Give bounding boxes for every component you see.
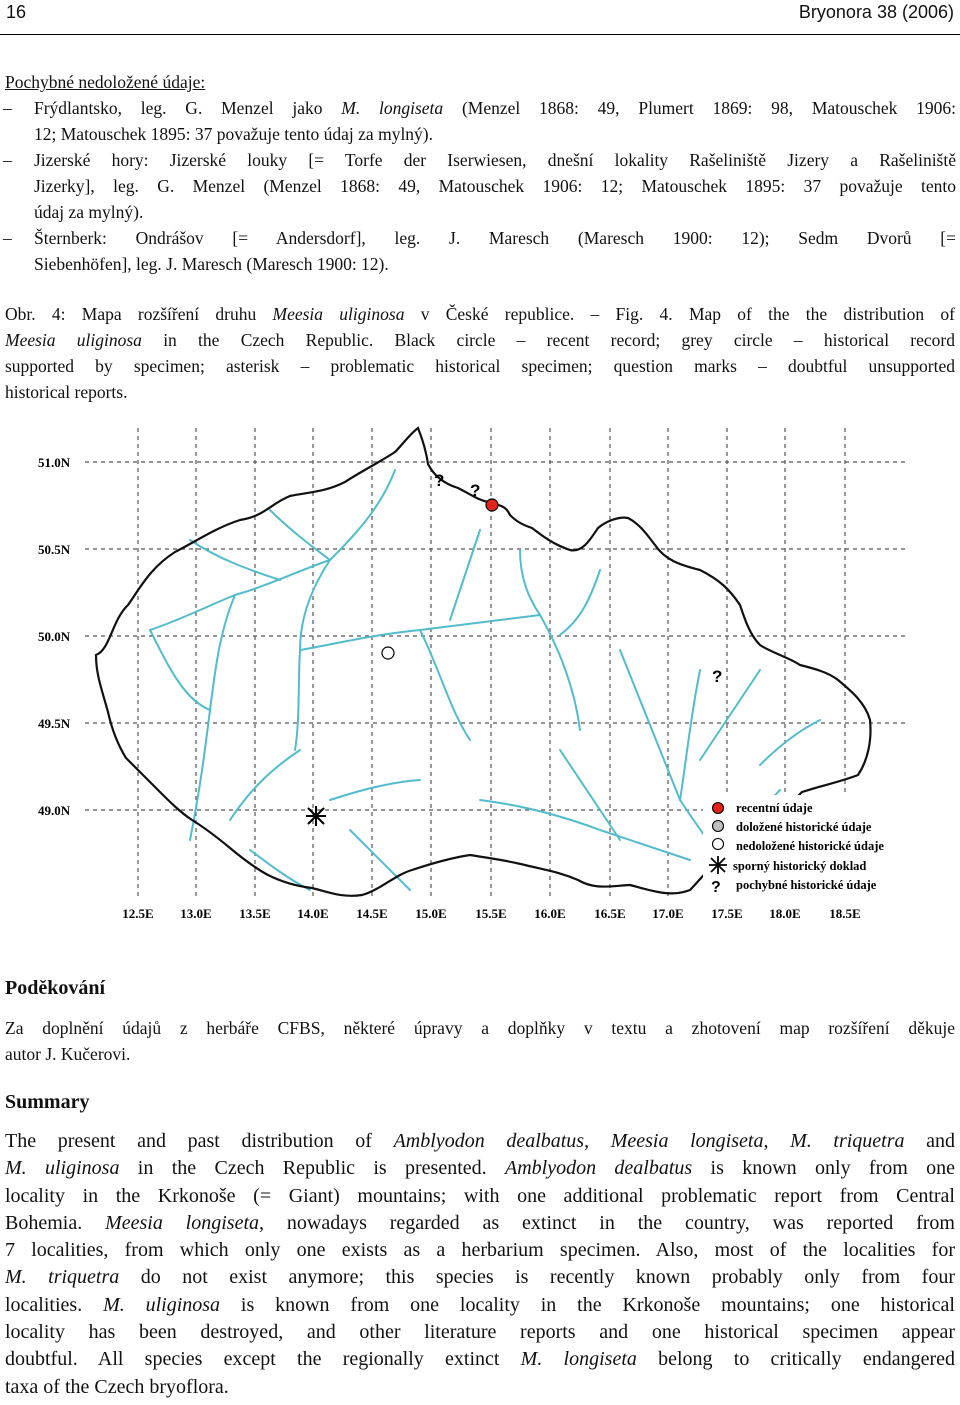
map-svg: [0, 420, 960, 940]
legend-unsupported-label: nedoložené historické údaje: [736, 839, 884, 853]
summary-line: The present and past distribution of Amblyodon dealbatus, Meesia longiseta, M. triquetra and: [5, 1130, 956, 1152]
dash-bullet: –: [3, 98, 12, 118]
lon-label: 15.5E: [475, 906, 507, 921]
lon-label: 12.5E: [122, 906, 154, 921]
doubtful-line: Jizerky], leg. G. Menzel (Menzel 1868: 49, Matouschek 1906: 12; Matouschek 1895: 37 považuje tento: [34, 176, 956, 196]
doubtful-line: Siebenhöfen], leg. J. Maresch (Maresch 1900: 12).: [34, 254, 389, 274]
lon-label: 16.5E: [594, 906, 626, 921]
doubtful-item-1-text: [34, 95, 956, 147]
lat-label: 50.5N: [38, 542, 71, 557]
lat-label: 50.0N: [38, 629, 71, 644]
legend-recent-label: recentní údaje: [736, 801, 813, 815]
summary-line: taxa of the Czech bryoflora.: [5, 1375, 229, 1398]
doubtful-item-2: [0, 147, 956, 225]
summary-line: Bohemia. Meesia longiseta, nowadays regarded as extinct in the country, was reported from: [5, 1211, 955, 1234]
lon-label: 17.0E: [652, 906, 684, 921]
summary-line: M. uliginosa in the Czech Republic is presented. Amblyodon dealbatus is known only from one: [5, 1157, 956, 1180]
caption-line: supported by specimen; asterisk – problematic historical specimen; question marks – doubtful unsupported: [5, 356, 955, 376]
doubtful-heading: Pochybné nedoložené údaje:: [5, 72, 206, 92]
recent-record-marker: [486, 499, 498, 511]
lon-label: 18.0E: [769, 906, 801, 921]
dash-bullet: –: [3, 150, 12, 170]
figure-caption: [5, 301, 955, 405]
legend-doubtful-label: pochybné historické údaje: [736, 878, 877, 892]
caption-line: Meesia uliginosa in the Czech Republic. Black circle – recent record; grey circle – historical record: [5, 330, 955, 350]
acknowledgement-heading: Poděkování: [5, 977, 106, 999]
legend-supported-symbol: [713, 821, 724, 832]
summary-line: doubtful. All species except the regionally extinct M. longiseta belong to critically endangered: [5, 1348, 956, 1371]
doubtful-item-1: [0, 95, 956, 147]
lon-label: 14.0E: [297, 906, 329, 921]
summary-line: locality has been destroyed, and other literature reports and one historical specimen appear: [5, 1321, 955, 1344]
doubtful-item-3: [0, 225, 956, 277]
ack-line: autor J. Kučerovi.: [5, 1044, 131, 1064]
map-legend: [703, 795, 907, 900]
journal-reference: Bryonora 38 (2006): [798, 2, 954, 22]
acknowledgement-text: [5, 1015, 955, 1067]
doubtful-line: Jizerské hory: Jizerské louky [= Torfe der Iserwiesen, dnešní lokality Rašeliniště Jizery a Rašeliniště: [34, 150, 956, 170]
legend-asterisk-symbol: [709, 856, 727, 874]
lat-label: 51.0N: [38, 455, 71, 470]
summary-line: 7 localities, from which only one exists as a herbarium specimen. Also, most of the localities for: [5, 1239, 955, 1262]
lon-label: 16.0E: [534, 906, 566, 921]
legend-question-symbol: ?: [711, 879, 721, 896]
header-rule: [0, 34, 960, 35]
page-number: 16: [6, 2, 27, 22]
summary-line: M. triquetra do not exist anymore; this species is recently known probably only from four: [5, 1266, 955, 1289]
question-mark: ?: [470, 481, 481, 500]
summary-heading: Summary: [5, 1091, 90, 1113]
doubtful-line: Frýdlantsko, leg. G. Menzel jako M. longiseta (Menzel 1868: 49, Plumert 1869: 98, Matouschek 1906:: [34, 98, 956, 118]
dash-bullet: –: [3, 228, 12, 248]
lat-label: 49.0N: [38, 803, 71, 818]
lon-label: 18.5E: [829, 906, 861, 921]
lon-label: 14.5E: [356, 906, 388, 921]
doubtful-item-3-text: [34, 225, 956, 277]
legend-unsupported-symbol: [713, 839, 724, 850]
lat-label: 49.5N: [38, 716, 71, 731]
doubtful-line: 12; Matouschek 1895: 37 považuje tento údaj za mylný).: [34, 124, 434, 144]
question-mark: ?: [712, 667, 723, 686]
lon-label: 17.5E: [711, 906, 743, 921]
doubtful-item-2-text: [34, 147, 956, 225]
legend-problematic-label: sporný historický doklad: [733, 859, 867, 873]
lon-label: 13.0E: [180, 906, 212, 921]
summary-text: [5, 1128, 955, 1401]
unsupported-record-marker: [382, 647, 394, 659]
lon-label: 15.0E: [415, 906, 447, 921]
lon-label: 13.5E: [239, 906, 271, 921]
problematic-specimen-marker: [306, 806, 326, 826]
distribution-map: [0, 420, 960, 940]
legend-supported-label: doložené historické údaje: [736, 820, 872, 834]
question-mark: ?: [434, 471, 445, 490]
legend-recent-symbol: [713, 803, 724, 814]
caption-line: Obr. 4: Mapa rozšíření druhu Meesia uliginosa v České republice. – Fig. 4. Map of the the distribution of: [5, 304, 955, 324]
ack-line: Za doplnění údajů z herbáře CFBS, některé úpravy a doplňky v textu a zhotovení map rozšíření děkuje: [5, 1018, 955, 1038]
summary-line: locality in the Krkonoše (= Giant) mountains; with one additional problematic report from Central: [5, 1184, 955, 1207]
summary-line: localities. M. uliginosa is known from one locality in the Krkonoše mountains; one historical: [5, 1293, 955, 1316]
doubtful-line: Šternberk: Ondrášov [= Andersdorf], leg. J. Maresch (Maresch 1900: 12); Sedm Dvorů [=: [34, 228, 956, 248]
doubtful-line: údaj za mylný).: [34, 202, 144, 222]
caption-line: historical reports.: [5, 382, 128, 402]
